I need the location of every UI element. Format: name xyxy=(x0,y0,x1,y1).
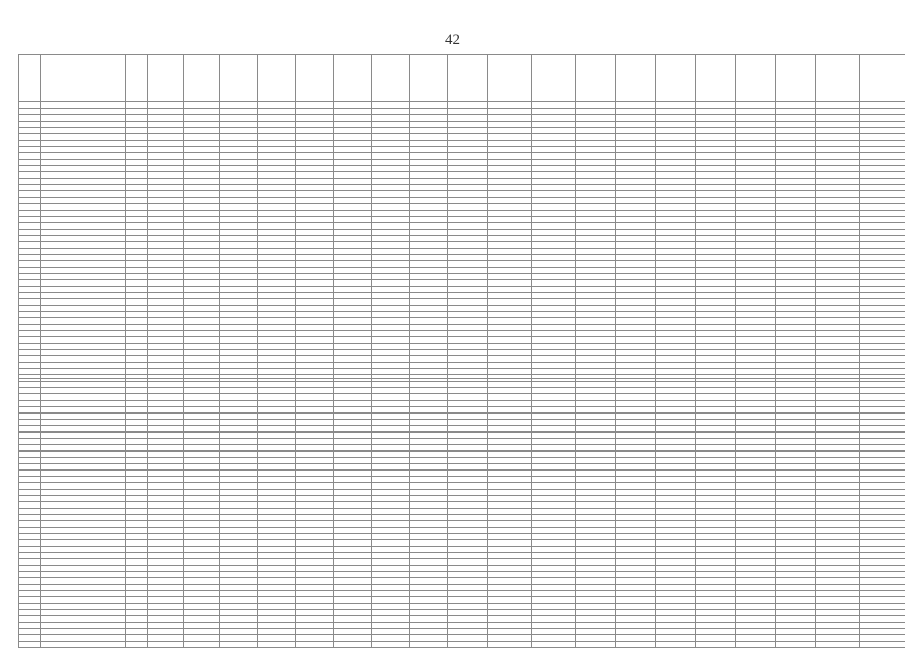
table-cell xyxy=(532,55,576,102)
column-number-row xyxy=(19,102,905,109)
table-cell xyxy=(576,55,616,102)
table-cell xyxy=(736,641,776,647)
table-cell xyxy=(220,102,258,109)
table-cell xyxy=(220,641,258,647)
table-cell xyxy=(576,641,616,647)
table-cell xyxy=(816,55,860,102)
section-title xyxy=(19,379,905,388)
table-cell xyxy=(334,102,372,109)
table-cell xyxy=(184,55,220,102)
table-cell xyxy=(816,641,860,647)
table-cell xyxy=(334,55,372,102)
table-cell xyxy=(616,641,656,647)
table-cell xyxy=(696,55,736,102)
header-row xyxy=(19,55,905,102)
table-cell xyxy=(220,55,258,102)
table-cell xyxy=(258,102,296,109)
table-cell xyxy=(576,102,616,109)
table-cell xyxy=(488,641,532,647)
table-cell xyxy=(448,641,488,647)
page-number: 42 xyxy=(0,32,905,49)
table-cell xyxy=(126,55,148,102)
table-cell xyxy=(410,102,448,109)
table-cell xyxy=(334,641,372,647)
table-cell xyxy=(656,641,696,647)
second-table xyxy=(18,378,905,648)
table-cell xyxy=(41,641,126,647)
table-cell xyxy=(19,55,41,102)
table-cell xyxy=(736,102,776,109)
table-cell xyxy=(258,641,296,647)
table-cell xyxy=(696,102,736,109)
table-cell xyxy=(184,102,220,109)
table-row xyxy=(19,641,905,647)
table-cell xyxy=(860,55,905,102)
table-cell xyxy=(148,102,184,109)
table-cell xyxy=(296,102,334,109)
table-cell xyxy=(776,641,816,647)
table-cell xyxy=(776,102,816,109)
table-cell xyxy=(126,641,148,647)
table-cell xyxy=(616,55,656,102)
table-cell xyxy=(696,641,736,647)
table-cell xyxy=(296,641,334,647)
table-cell xyxy=(19,102,41,109)
table-cell xyxy=(258,55,296,102)
table-cell xyxy=(410,55,448,102)
table-cell xyxy=(296,55,334,102)
table-cell xyxy=(41,102,126,109)
table-cell xyxy=(532,641,576,647)
table-cell xyxy=(372,102,410,109)
table-cell xyxy=(410,641,448,647)
table-cell xyxy=(372,55,410,102)
table-cell xyxy=(488,55,532,102)
table-cell xyxy=(148,641,184,647)
table-cell xyxy=(776,55,816,102)
table-cell xyxy=(448,102,488,109)
table-cell xyxy=(656,55,696,102)
section-row xyxy=(19,379,905,388)
table-cell xyxy=(616,102,656,109)
table-cell xyxy=(656,102,696,109)
table-cell xyxy=(448,55,488,102)
table-cell xyxy=(532,102,576,109)
table-cell xyxy=(816,102,860,109)
table-cell xyxy=(148,55,184,102)
table-cell xyxy=(860,641,905,647)
table-cell xyxy=(19,641,41,647)
table-cell xyxy=(126,102,148,109)
table-cell xyxy=(860,102,905,109)
table-cell xyxy=(41,55,126,102)
table-cell xyxy=(736,55,776,102)
table-cell xyxy=(372,641,410,647)
table-cell xyxy=(488,102,532,109)
table-cell xyxy=(184,641,220,647)
